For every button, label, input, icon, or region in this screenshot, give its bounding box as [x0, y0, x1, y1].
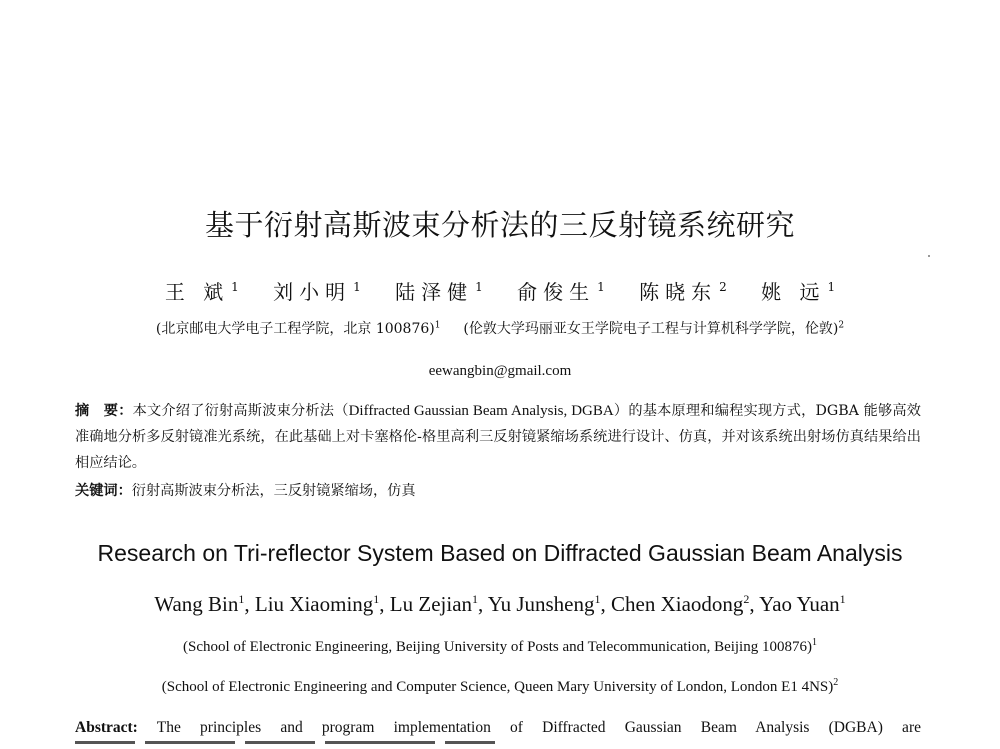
- chinese-author: 陈晓东 $^2$: [639, 280, 727, 304]
- chinese-title: 基于衍射高斯波束分析法的三反射镜系统研究: [204, 208, 795, 242]
- english-author: Chen Xiaodong$^2$: [611, 592, 750, 616]
- english-affiliation-1: (School of Electronic Engineering, Beijing University of Posts and Telecommunication, Beijing 100876)$^1$: [183, 637, 817, 655]
- english-author-list: Wang Bin$^1$, Liu Xiaoming$^1$, Lu Zejian$^1$, Yu Junsheng$^1$, Chen Xiaodong$^2$, Yao Yuan$^1$: [154, 592, 846, 616]
- english-author: Wang Bin$^1$: [154, 592, 245, 616]
- chinese-author: 俞俊生 $^1$: [517, 280, 605, 304]
- chinese-affiliation-2: (伦敦大学玛丽亚女王学院电子工程与计算机科学学院，伦敦)$^2$: [463, 320, 845, 337]
- author-email[interactable]: eewangbin@gmail.com: [428, 363, 572, 379]
- english-author: Yao Yuan$^1$: [759, 592, 846, 616]
- chinese-affiliations: [0, 318, 1000, 338]
- chinese-abstract-label: 摘 要：: [75, 403, 133, 419]
- chinese-author-list: [0, 276, 1000, 305]
- english-author: Lu Zejian$^1$: [389, 592, 479, 616]
- english-title: Research on Tri-reflector System Based on Diffracted Gaussian Beam Analysis: [97, 540, 903, 566]
- chinese-keywords-label: 关键词：: [75, 483, 132, 499]
- english-abstract-label: Abstract:: [75, 719, 138, 736]
- chinese-affiliation-1: (北京邮电大学电子工程学院，北京 100876)$^1$: [155, 320, 441, 337]
- chinese-abstract: [75, 398, 921, 476]
- chinese-abstract-text-2: ）的基本原理和编程实现方式，DGBA 能够高效准确地分析多反射镜准光系统，在此基础上对卡塞格伦-格里高利三反射镜紧缩场系统进行设计、仿真，并对该系统出射场仿真结果给出相应结论。: [75, 403, 921, 471]
- chinese-abstract-text-1: 本文介绍了衍射高斯波束分析法（: [132, 403, 349, 419]
- chinese-abstract-english-term: Diffracted Gaussian Beam Analysis, DGBA: [348, 403, 614, 419]
- chinese-author: 王 斌 $^1$: [164, 280, 239, 304]
- english-abstract-text: The principles and program implementation of Diffracted Gaussian Beam Analysis (DGBA) are: [156, 719, 921, 736]
- chinese-author: 姚 远 $^1$: [761, 280, 836, 304]
- chinese-keywords: [75, 480, 921, 500]
- english-abstract: [75, 717, 921, 739]
- chinese-author: 陆泽健 $^1$: [395, 280, 483, 304]
- english-author: Liu Xiaoming$^1$: [254, 592, 380, 616]
- english-affiliation-2: (School of Electronic Engineering and Computer Science, Queen Mary University of London, London E1 4NS)$^2$: [161, 677, 839, 695]
- stray-mark: [928, 255, 930, 257]
- chinese-keywords-text: 衍射高斯波束分析法，三反射镜紧缩场，仿真: [131, 483, 416, 499]
- chinese-author: 刘小明 $^1$: [273, 280, 361, 304]
- english-author: Yu Junsheng$^1$: [487, 592, 601, 616]
